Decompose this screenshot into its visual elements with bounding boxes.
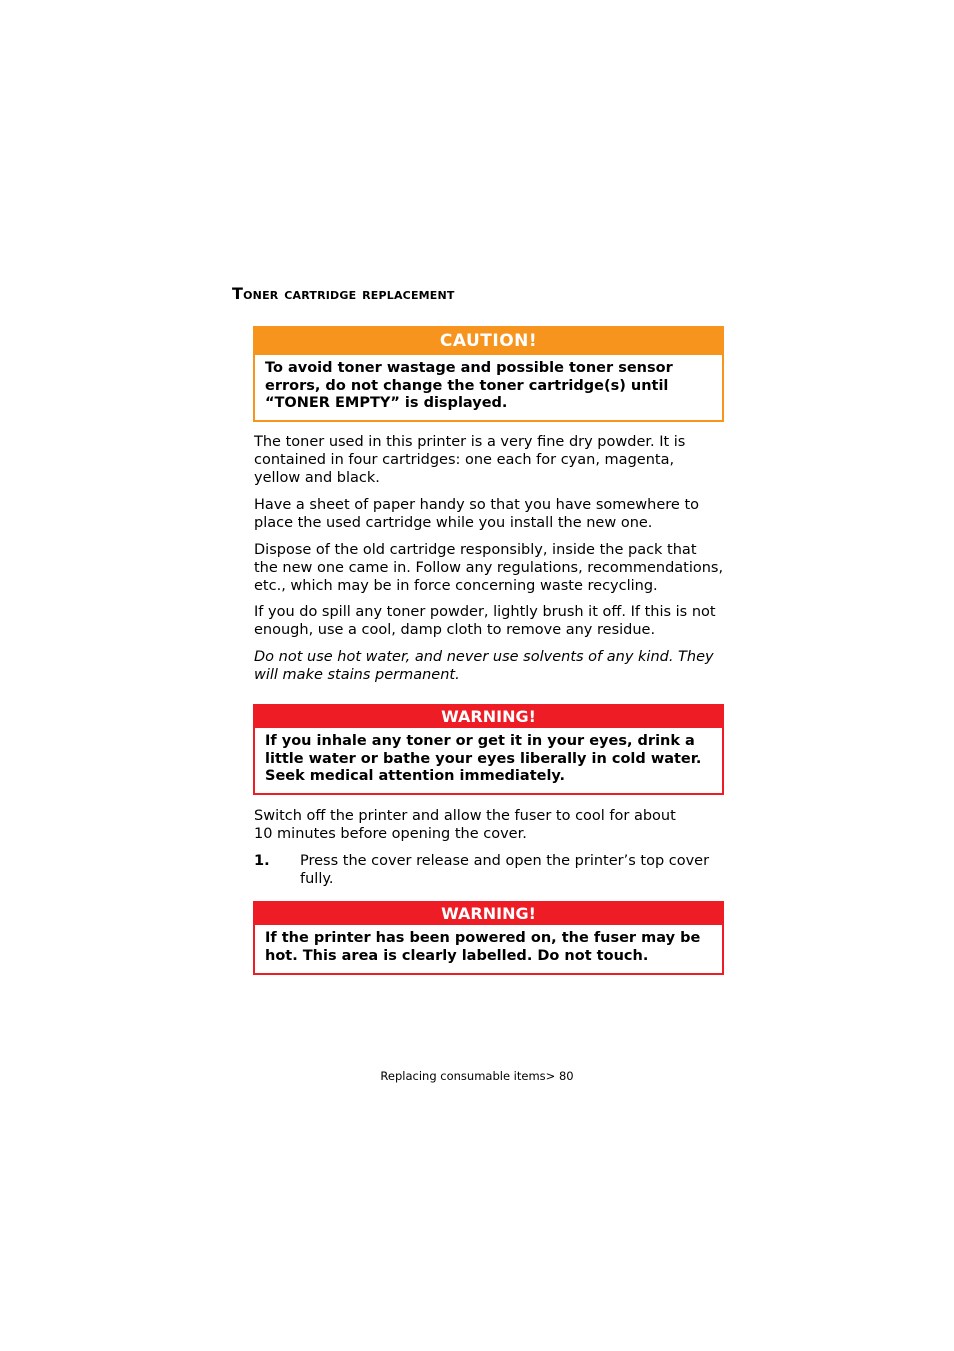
step-text: Press the cover release and open the printer’s top cover fully. [300, 853, 710, 887]
paragraph-spill: If you do spill any toner powder, lightly brush it off. If this is not enough, use a cool, damp cloth to remove any residue. [254, 604, 716, 638]
step-item [254, 852, 724, 888]
section-heading: Toner cartridge replacement [232, 284, 455, 303]
caution-title: CAUTION! [255, 328, 722, 355]
paragraph-toner-description: The toner used in this printer is a very fine dry powder. It is contained in four cartridges: one each for cyan, magenta, yellow and black. [254, 434, 686, 486]
warning-title: WARNING! [255, 903, 722, 925]
paragraph-switch-off: Switch off the printer and allow the fuser to cool for about 10 minutes before opening the cover. [254, 808, 676, 842]
warning-text: If you inhale any toner or get it in your eyes, drink a little water or bathe your eyes liberally in cold water. Seek medical attention immediately. [265, 733, 702, 785]
caution-text: To avoid toner wastage and possible toner sensor errors, do not change the toner cartridge(s) until “TONER EMPTY” is displayed. [265, 360, 673, 412]
paragraph-dispose: Dispose of the old cartridge responsibly, inside the pack that the new one came in. Follow any regulations, recommendations, etc., which may be in force concerning waste recycling. [254, 542, 724, 594]
warning-box-fuser [253, 901, 724, 975]
page-footer: Replacing consumable items> 80 [380, 1069, 574, 1083]
warning-title: WARNING! [255, 706, 722, 728]
paragraph-paper-handy: Have a sheet of paper handy so that you have somewhere to place the used cartridge while you install the new one. [254, 497, 700, 531]
step-number: 1. [254, 853, 270, 869]
warning-box-inhale [253, 704, 724, 795]
paragraph-hot-water-note: Do not use hot water, and never use solvents of any kind. They will make stains permanent. [254, 649, 714, 683]
caution-box [253, 326, 724, 422]
warning-text: If the printer has been powered on, the fuser may be hot. This area is clearly labelled. Do not touch. [265, 930, 701, 964]
